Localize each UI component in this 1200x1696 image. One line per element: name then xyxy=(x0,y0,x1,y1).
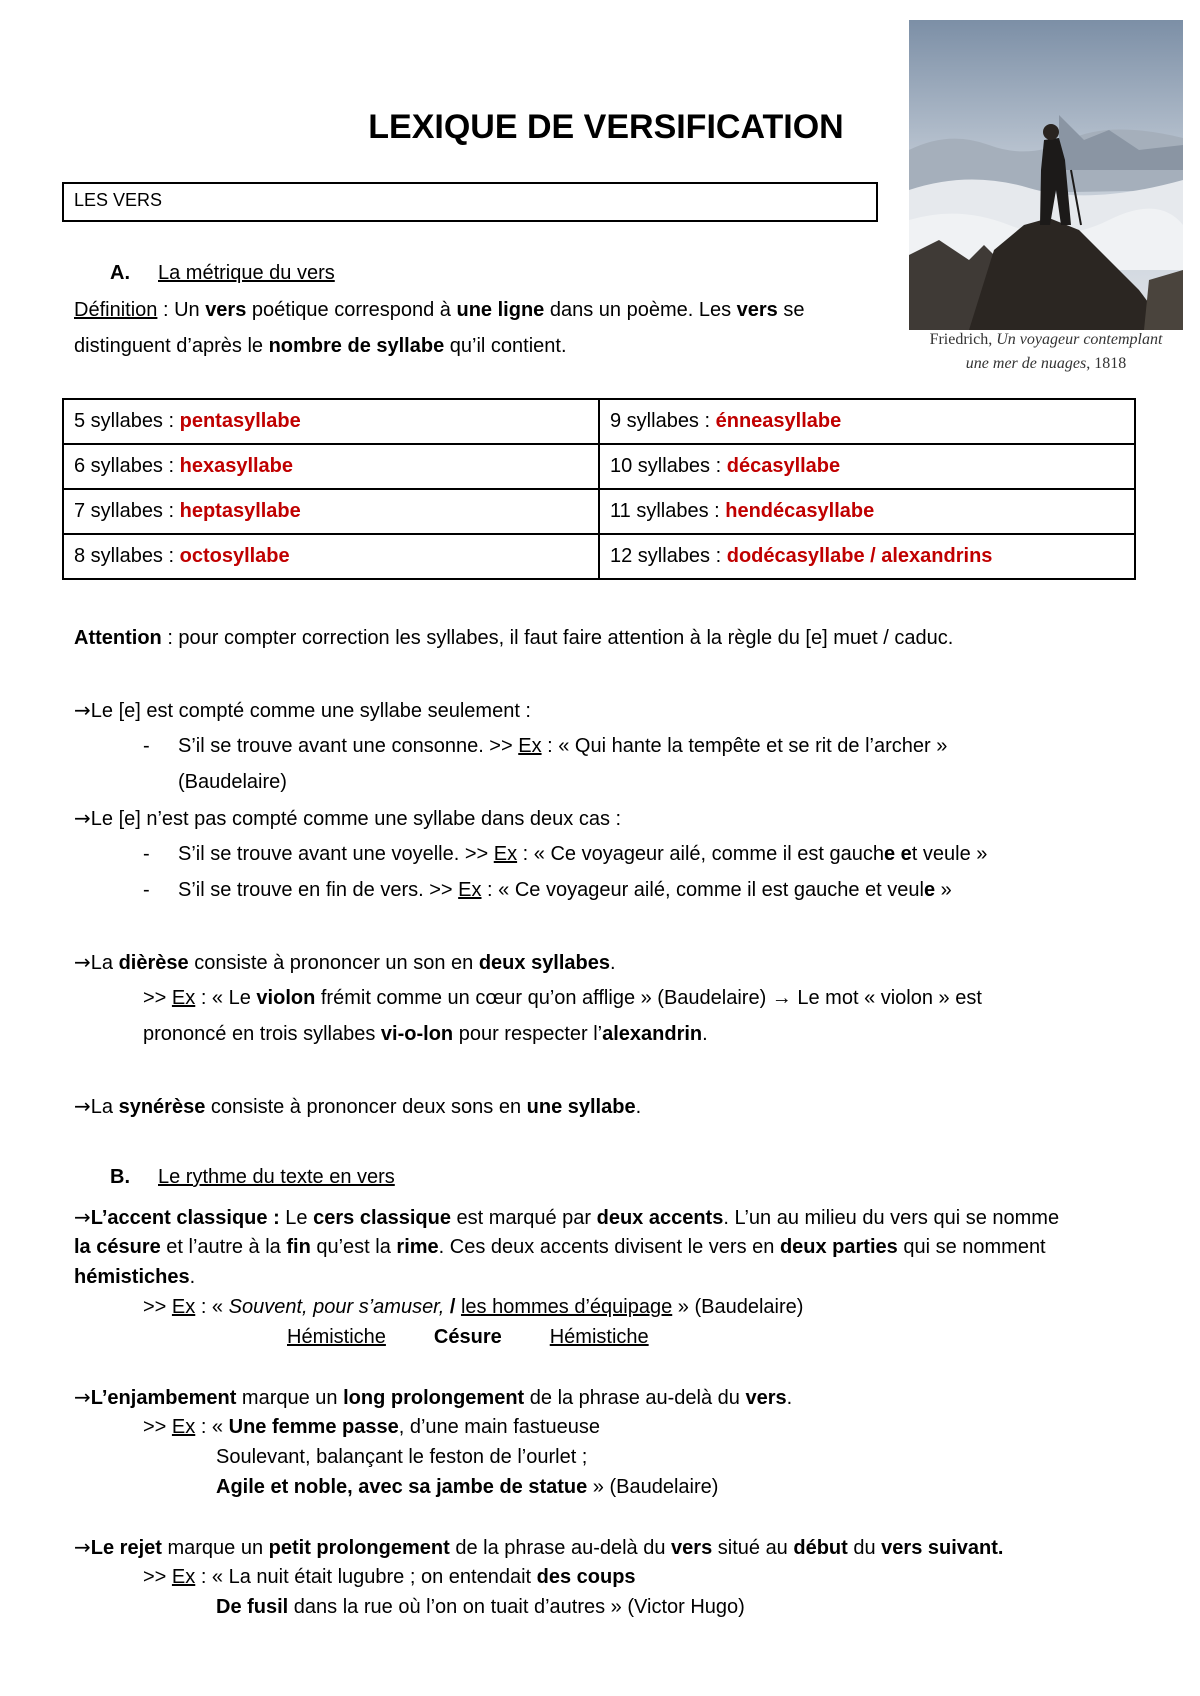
dierese-example-cont: prononcé en trois syllabes vi-o-lon pour respecter l’alexandrin. xyxy=(143,1023,708,1045)
table-cell: 5 syllabes : pentasyllabe xyxy=(63,399,599,444)
table-row xyxy=(63,444,1135,489)
muet-compte-item: - S’il se trouve avant une consonne. >> Ex : « Qui hante la tempête et se rit de l’archer » xyxy=(143,735,948,757)
muet-compte-item-cont: (Baudelaire) xyxy=(178,771,287,793)
arrow-icon: → xyxy=(74,1535,91,1559)
arrow-icon: → xyxy=(74,806,91,830)
table-cell: 9 syllabes : énneasyllabe xyxy=(599,399,1135,444)
painting-caption: Friedrich, Un voyageur contemplant une mer de nuages, 1818 xyxy=(929,331,1163,372)
definition-line-1: Définition : Un vers poétique correspond à une ligne dans un poème. Les vers se xyxy=(74,299,805,321)
table-row xyxy=(63,399,1135,444)
table-cell: 10 syllabes : décasyllabe xyxy=(599,444,1135,489)
table-cell: 8 syllabes : octosyllabe xyxy=(63,534,599,579)
syllable-table xyxy=(62,398,1136,580)
table-cell: 11 syllabes : hendécasyllabe xyxy=(599,489,1135,534)
hemistiche-labels: Hémistiche Césure Hémistiche xyxy=(287,1326,649,1348)
accent-line-3: hémistiches. xyxy=(74,1266,196,1288)
muet-pas-item-voyelle: - S’il se trouve avant une voyelle. >> Ex : « Ce voyageur ailé, comme il est gauche et veule » xyxy=(143,843,988,865)
painting-image xyxy=(909,20,1183,330)
arrow-icon: → xyxy=(74,1205,91,1229)
section-heading-box xyxy=(62,182,878,222)
dierese-example: >> Ex : « Le violon frémit comme un cœur qu’on afflige » (Baudelaire) → Le mot « violon » est xyxy=(143,987,982,1009)
table-cell: 7 syllabes : heptasyllabe xyxy=(63,489,599,534)
muet-compte-line: →Le [e] est compté comme une syllabe seulement : xyxy=(74,698,531,722)
dierese-line: →La dièrèse consiste à prononcer un son en deux syllabes. xyxy=(74,950,616,974)
wanderer-painting-illustration xyxy=(909,20,1183,330)
synerese-line: →La synérèse consiste à prononcer deux sons en une syllabe. xyxy=(74,1094,642,1118)
table-cell: 6 syllabes : hexasyllabe xyxy=(63,444,599,489)
subheading-rythme: B. Le rythme du texte en vers xyxy=(110,1166,395,1188)
arrow-icon: → xyxy=(74,1094,91,1118)
arrow-icon: → xyxy=(74,1385,91,1409)
accent-example: >> Ex : « Souvent, pour s’amuser, / les hommes d’équipage » (Baudelaire) xyxy=(143,1296,804,1318)
muet-pas-compte-line: →Le [e] n’est pas compté comme une syllabe dans deux cas : xyxy=(74,806,622,830)
rejet-example-1: >> Ex : « La nuit était lugubre ; on entendait des coups xyxy=(143,1566,636,1588)
rejet-example-2: De fusil dans la rue où l’on on tuait d’autres » (Victor Hugo) xyxy=(216,1596,745,1618)
table-cell: 12 syllabes : dodécasyllabe / alexandrins xyxy=(599,534,1135,579)
enjambement-example-2: Soulevant, balançant le feston de l’ourlet ; xyxy=(216,1446,588,1468)
accent-line-2: la césure et l’autre à la fin qu’est la rime. Ces deux accents divisent le vers en deux parties qui se nomment xyxy=(74,1236,1046,1258)
attention-note: Attention : pour compter correction les syllabes, il faut faire attention à la règle du [e] muet / caduc. xyxy=(74,627,954,649)
page-title: LEXIQUE DE VERSIFICATION xyxy=(368,108,844,146)
arrow-icon: → xyxy=(74,698,91,722)
enjambement-line: →L’enjambement marque un long prolongement de la phrase au-delà du vers. xyxy=(74,1385,793,1409)
table-row xyxy=(63,489,1135,534)
rejet-line: →Le rejet marque un petit prolongement de la phrase au-delà du vers situé au début du vers suivant. xyxy=(74,1535,1004,1559)
enjambement-example-1: >> Ex : « Une femme passe, d’une main fastueuse xyxy=(143,1416,600,1438)
enjambement-example-3: Agile et noble, avec sa jambe de statue » (Baudelaire) xyxy=(216,1476,719,1498)
section-heading: LES VERS xyxy=(74,190,163,210)
definition-line-2: distinguent d’après le nombre de syllabe qu’il contient. xyxy=(74,335,567,357)
muet-pas-item-fin: - S’il se trouve en fin de vers. >> Ex : « Ce voyageur ailé, comme il est gauche et veule » xyxy=(143,879,952,901)
table-row xyxy=(63,534,1135,579)
arrow-icon: → xyxy=(74,950,91,974)
subheading-metrique: A. La métrique du vers xyxy=(110,262,335,284)
accent-line-1: →L’accent classique : Le cers classique est marqué par deux accents. L’un au milieu du vers qui se nomme xyxy=(74,1205,1060,1229)
